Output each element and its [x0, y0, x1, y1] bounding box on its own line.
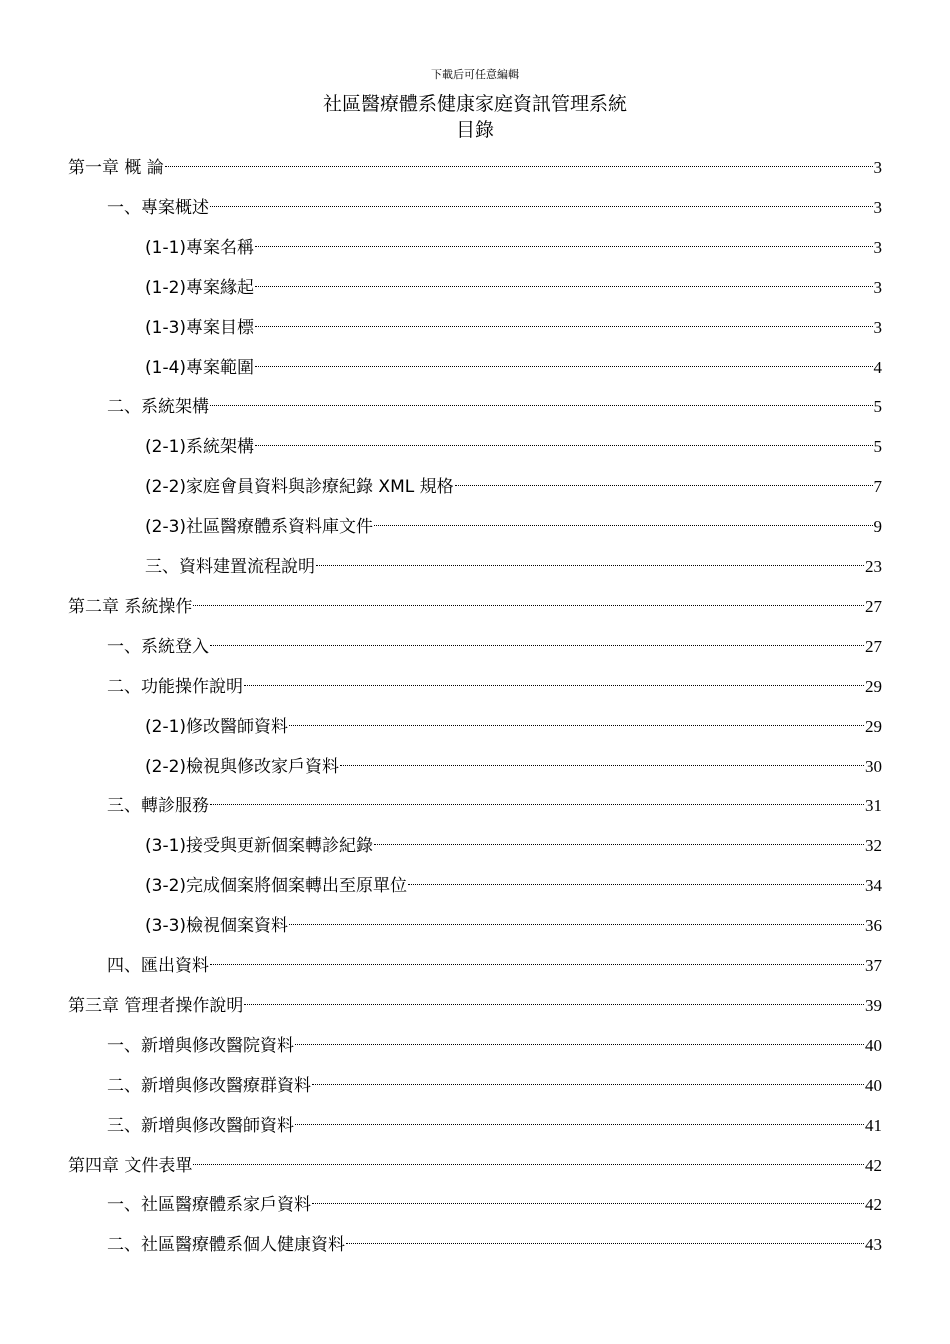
toc-entry-label: (3-2)完成個案將個案轉出至原單位 — [145, 876, 408, 897]
toc-dot-leader — [340, 748, 864, 772]
toc-entry-label: 第四章 文件表單 — [68, 1155, 193, 1176]
toc-entry-label: 四、匯出資料 — [107, 956, 209, 976]
toc-dot-leader — [210, 628, 864, 652]
toc-entry[interactable] — [107, 668, 882, 697]
toc-entry-label: 一、社區醫療體系家戶資料 — [107, 1195, 311, 1216]
toc-entry-label: (1-3)專案目標 — [145, 317, 255, 338]
toc-entry-label: 第三章 管理者操作說明 — [68, 995, 244, 1016]
toc-entry-page: 27 — [865, 636, 882, 656]
toc-entry[interactable] — [68, 588, 882, 617]
toc-dot-leader — [210, 947, 864, 971]
toc-entry-label: (2-1)修改醫師資料 — [145, 716, 289, 737]
toc-entry-label: 一、系統登入 — [107, 636, 209, 657]
toc-entry[interactable] — [145, 748, 882, 777]
toc-entry-page: 3 — [873, 158, 882, 177]
toc-entry-label: 三、資料建置流程說明 — [145, 557, 315, 577]
toc-dot-leader — [289, 708, 864, 732]
toc-entry-label: 二、系統架構 — [107, 397, 209, 418]
toc-entry[interactable] — [145, 508, 882, 538]
toc-entry[interactable] — [107, 1186, 882, 1216]
toc-entry-page: 39 — [865, 995, 882, 1015]
toc-dot-leader — [255, 309, 872, 333]
toc-entry-label: 第二章 系統操作 — [68, 596, 193, 617]
toc-dot-leader — [244, 987, 864, 1011]
toc-heading: 目錄 — [455, 119, 494, 141]
toc-entry[interactable] — [145, 548, 882, 577]
toc-entry-page: 32 — [865, 836, 882, 856]
toc-dot-leader — [374, 508, 872, 532]
toc-dot-leader — [210, 189, 873, 213]
toc-entry[interactable] — [68, 1147, 882, 1176]
toc-entry-label: 二、社區醫療體系個人健康資料 — [107, 1235, 345, 1256]
toc-dot-leader — [295, 1107, 864, 1131]
toc-entry[interactable] — [145, 269, 882, 298]
toc-entry[interactable] — [145, 907, 882, 937]
toc-entry-label: 三、新增與修改醫師資料 — [107, 1115, 294, 1136]
toc-entry-label: 三、轉診服務 — [107, 796, 209, 817]
toc-dot-leader — [165, 149, 873, 173]
toc-entry-page: 7 — [873, 477, 882, 497]
toc-entry[interactable] — [145, 428, 882, 458]
toc-entry-page: 40 — [865, 1035, 882, 1055]
toc-entry[interactable] — [107, 1226, 882, 1256]
toc-entry-label: (2-3)社區醫療體系資料庫文件 — [145, 517, 374, 538]
toc-entry-page: 9 — [873, 517, 882, 537]
toc-dot-leader — [316, 548, 864, 572]
toc-entry-page: 36 — [865, 916, 882, 936]
toc-dot-leader — [255, 269, 872, 293]
toc-entry-page: 27 — [865, 596, 882, 616]
toc-entry[interactable] — [107, 1107, 882, 1136]
toc-dot-leader — [374, 827, 864, 851]
toc-entry-page: 37 — [865, 956, 882, 975]
toc-entry[interactable] — [107, 388, 882, 418]
toc-entry[interactable] — [145, 827, 882, 857]
toc-dot-leader — [295, 1027, 864, 1051]
toc-entry-label: (2-2)檢視與修改家戶資料 — [145, 756, 340, 777]
toc-entry-page: 41 — [865, 1115, 882, 1135]
toc-entry[interactable] — [68, 149, 882, 178]
toc-entry-page: 29 — [865, 716, 882, 736]
toc-entry[interactable] — [145, 468, 882, 498]
toc-entry-label: 二、新增與修改醫療群資料 — [107, 1075, 311, 1096]
toc-dot-leader — [289, 907, 864, 931]
toc-entry-page: 42 — [865, 1155, 882, 1175]
toc-entry-page: 3 — [873, 237, 882, 257]
toc-entry[interactable] — [107, 787, 882, 817]
toc-entry-label: 第一章 概 論 — [68, 158, 164, 178]
toc-entry-page: 31 — [865, 796, 882, 816]
toc-entry-label: (2-2)家庭會員資料與診療紀錄 XML 規格 — [145, 477, 454, 498]
toc-entry[interactable] — [145, 708, 882, 737]
toc-dot-leader — [193, 588, 864, 612]
toc-entry[interactable] — [145, 309, 882, 338]
toc-entry-page: 29 — [865, 676, 882, 696]
toc-dot-leader — [210, 388, 873, 412]
toc-entry-label: (1-1)專案名稱 — [145, 237, 255, 258]
toc-entry-label: (3-1)接受與更新個案轉診紀錄 — [145, 836, 374, 857]
toc-entry-label: 一、專案概述 — [107, 197, 209, 218]
toc-entry-page: 5 — [873, 397, 882, 417]
toc-entry-page: 4 — [873, 357, 882, 377]
toc-dot-leader — [312, 1067, 864, 1091]
toc-entry-label: (2-1)系統架構 — [145, 437, 255, 458]
toc-entry-page: 42 — [865, 1195, 882, 1215]
toc-entry[interactable] — [107, 1027, 882, 1056]
toc-entry-page: 30 — [865, 756, 882, 776]
toc-dot-leader — [244, 668, 864, 692]
toc-dot-leader — [255, 349, 872, 373]
toc-entry[interactable] — [107, 947, 882, 976]
toc-entry-page: 43 — [865, 1235, 882, 1255]
toc-entry-label: (1-4)專案範圍 — [145, 357, 255, 378]
toc-dot-leader — [210, 787, 864, 811]
toc-entry[interactable] — [107, 1067, 882, 1096]
toc-entry-label: (3-3)檢視個案資料 — [145, 916, 289, 937]
toc-entry-label: (1-2)專案緣起 — [145, 277, 255, 298]
toc-dot-leader — [255, 428, 872, 452]
toc-entry[interactable] — [68, 987, 882, 1016]
toc-dot-leader — [312, 1186, 864, 1210]
toc-entry-label: 二、功能操作說明 — [107, 676, 243, 697]
header-note: 下載后可任意編輯 — [431, 68, 519, 81]
toc-entry[interactable] — [107, 189, 882, 218]
toc-entry-page: 3 — [873, 277, 882, 297]
toc-dot-leader — [346, 1226, 864, 1250]
toc-entry-page: 34 — [865, 876, 882, 896]
toc-entry-page: 23 — [865, 557, 882, 576]
toc-entry[interactable] — [107, 628, 882, 657]
toc-entry-page: 3 — [873, 197, 882, 217]
toc-entry[interactable] — [145, 867, 882, 897]
toc-dot-leader — [455, 468, 873, 492]
toc-entry-page: 5 — [873, 437, 882, 457]
toc-entry[interactable] — [145, 349, 882, 378]
toc-entry-page: 40 — [865, 1075, 882, 1095]
toc-entry-page: 3 — [873, 317, 882, 337]
toc-dot-leader — [255, 229, 872, 253]
toc-entry[interactable] — [145, 229, 882, 258]
toc-dot-leader — [193, 1147, 864, 1171]
document-title: 社區醫療體系健康家庭資訊管理系統 — [322, 93, 627, 115]
toc-dot-leader — [408, 867, 864, 891]
toc-entry-label: 一、新增與修改醫院資料 — [107, 1035, 294, 1056]
